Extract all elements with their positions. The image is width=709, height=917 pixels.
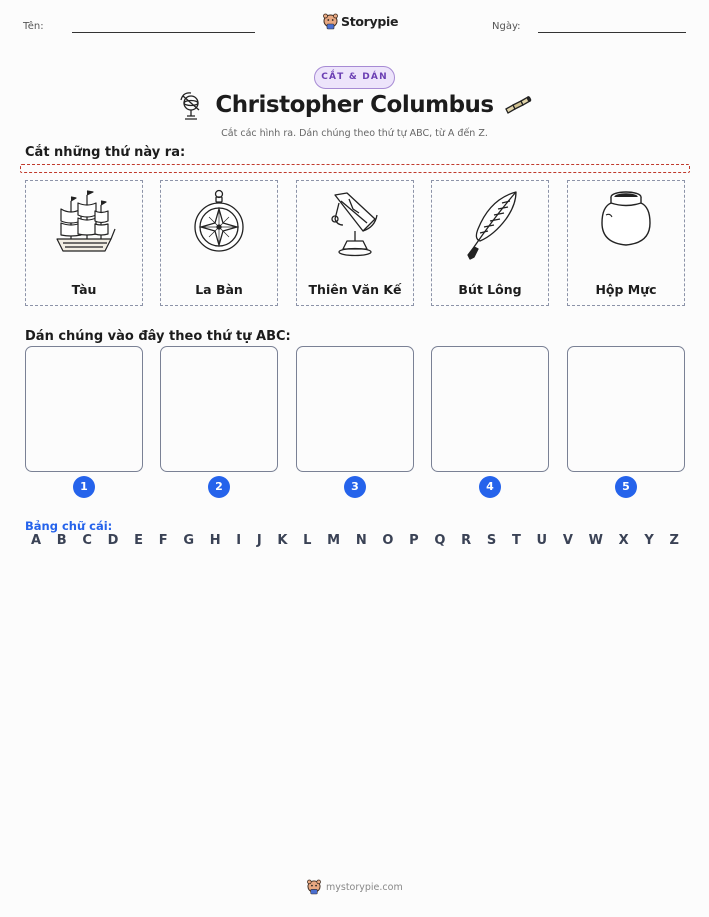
paste-slot-3[interactable] bbox=[296, 346, 414, 472]
alphabet-letter: K bbox=[277, 533, 288, 548]
alphabet-heading: Bảng chữ cái: bbox=[25, 519, 113, 533]
cut-line bbox=[20, 164, 690, 173]
date-label: Ngày: bbox=[492, 21, 521, 32]
cut-card-ship[interactable] bbox=[25, 180, 143, 306]
quill-icon bbox=[460, 189, 520, 261]
cut-card-compass[interactable] bbox=[160, 180, 278, 306]
alphabet-letter: G bbox=[183, 533, 194, 548]
alphabet-letter: Y bbox=[644, 533, 654, 548]
cut-label: Hộp Mực bbox=[595, 282, 657, 297]
cut-heading: Cắt những thứ này ra: bbox=[25, 145, 186, 160]
sextant-icon bbox=[327, 189, 383, 259]
cut-label: Tàu bbox=[71, 282, 97, 297]
paste-slot-1[interactable] bbox=[25, 346, 143, 472]
spyglass-icon bbox=[503, 93, 533, 115]
alphabet-letter: D bbox=[107, 533, 119, 548]
alphabet-letter: B bbox=[56, 533, 67, 548]
cut-card-quill[interactable] bbox=[431, 180, 549, 306]
alphabet-letter: Z bbox=[669, 533, 679, 548]
page-title: Christopher Columbus bbox=[215, 92, 494, 118]
paste-slot-2[interactable] bbox=[160, 346, 278, 472]
slot-number-badge: 1 bbox=[73, 476, 95, 498]
alphabet-letter: E bbox=[134, 533, 144, 548]
alphabet-letter: J bbox=[256, 533, 262, 548]
alphabet-letter: V bbox=[562, 533, 573, 548]
alphabet-letter: X bbox=[618, 533, 629, 548]
alphabet-letter: F bbox=[158, 533, 168, 548]
footer bbox=[307, 879, 403, 895]
date-line[interactable] bbox=[538, 32, 686, 33]
paste-slot-4[interactable] bbox=[431, 346, 549, 472]
storypie-mascot-icon bbox=[307, 879, 321, 895]
compass-icon bbox=[191, 189, 247, 259]
alphabet-letter: A bbox=[31, 533, 42, 548]
cut-card-sextant[interactable] bbox=[296, 180, 414, 306]
cut-card-inkpot[interactable] bbox=[567, 180, 685, 306]
inkpot-icon bbox=[598, 189, 654, 255]
slot-number-badge: 2 bbox=[208, 476, 230, 498]
alphabet-letter: P bbox=[409, 533, 419, 548]
instructions: Cắt các hình ra. Dán chúng theo thứ tự ABC, từ A đến Z. bbox=[221, 128, 488, 139]
name-label: Tên: bbox=[23, 21, 44, 32]
slot-number-badge: 4 bbox=[479, 476, 501, 498]
brand-name: Storypie bbox=[341, 14, 399, 29]
alphabet-letter: I bbox=[236, 533, 242, 548]
alphabet-letter: C bbox=[82, 533, 92, 548]
alphabet-letter: H bbox=[209, 533, 221, 548]
alphabet-letter: S bbox=[486, 533, 497, 548]
alphabet-letter: R bbox=[461, 533, 472, 548]
ship-icon bbox=[51, 189, 117, 259]
cut-label: La Bàn bbox=[195, 282, 243, 297]
activity-badge: CẮT & DÁN bbox=[314, 66, 395, 89]
alphabet-letter: Q bbox=[434, 533, 446, 548]
footer-url: mystorypie.com bbox=[326, 881, 403, 893]
paste-heading: Dán chúng vào đây theo thứ tự ABC: bbox=[25, 329, 291, 344]
cut-label: Thiên Văn Kế bbox=[308, 282, 402, 297]
alphabet-letter: M bbox=[327, 533, 341, 548]
cut-label: Bút Lông bbox=[458, 282, 522, 297]
alphabet-letter: O bbox=[382, 533, 394, 548]
alphabet-row bbox=[25, 533, 685, 548]
name-line[interactable] bbox=[72, 32, 255, 33]
brand-logo bbox=[323, 13, 398, 30]
slot-number-badge: 5 bbox=[615, 476, 637, 498]
slot-number-badge: 3 bbox=[344, 476, 366, 498]
alphabet-letter: U bbox=[536, 533, 548, 548]
alphabet-letter: L bbox=[303, 533, 312, 548]
alphabet-letter: W bbox=[588, 533, 603, 548]
paste-slot-5[interactable] bbox=[567, 346, 685, 472]
alphabet-letter: T bbox=[511, 533, 521, 548]
alphabet-letter: N bbox=[355, 533, 367, 548]
storypie-mascot-icon bbox=[323, 13, 338, 30]
